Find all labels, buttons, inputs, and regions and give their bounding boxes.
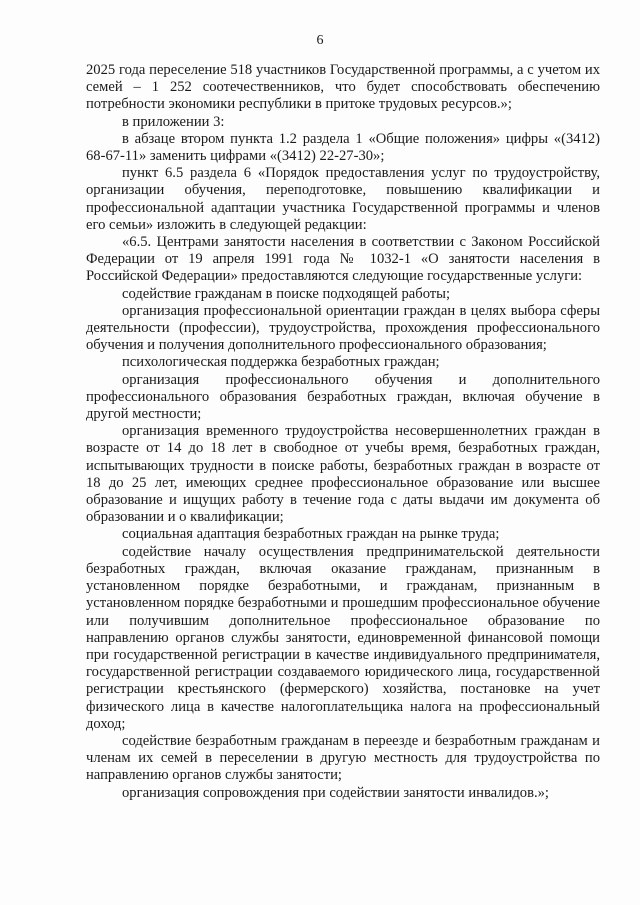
paragraph-7: организация профессиональной ориентации граждан в целях выбора сферы деятельности (профессии), трудоустройства, прохождения профессионального обучения и получения дополнительного профессионального образования; — [86, 302, 600, 354]
paragraph-10: организация временного трудоустройства несовершеннолетних граждан в возрасте от 14 до 18 лет в свободное от учебы время, безработных граждан, испытывающих трудности в поиске работы, безработных граждан в возрасте от 18 до 25 лет, имеющих среднее профессиональное образование или высшее образование и ищущих работу в течение года с даты выдачи им документа об образовании и о квалификации; — [86, 423, 600, 526]
paragraph-5: «6.5. Центрами занятости населения в соответствии с Законом Российской Федерации от 19 апреля 1991 года № 1032-1 «О занятости населения в Российской Федерации» предоставляются следующие государственные услуги: — [86, 234, 600, 285]
paragraph-13: содействие безработным гражданам в переезде и безработным гражданам и членам их семей в переселении в другую местность для трудоустройства по направлению органов службы занятости; — [86, 732, 600, 784]
paragraph-3: в абзаце втором пункта 1.2 раздела 1 «Общие положения» цифры «(3412) 68-67-11» заменить цифрами «(3412) 22-27-30»; — [86, 130, 600, 165]
paragraph-9: организация профессионального обучения и дополнительного профессионального образования безработных граждан, включая обучение в другой местности; — [86, 371, 600, 423]
paragraph-8: психологическая поддержка безработных граждан; — [122, 354, 440, 371]
paragraph-1: 2025 года переселение 518 участников Государственной программы, а с учетом их семей – 1 252 соотечественников, что будет способствовать обеспечению потребности экономики республики в притоке трудовых ресурсов.»; — [86, 62, 600, 113]
paragraph-4: пункт 6.5 раздела 6 «Порядок предоставления услуг по трудоустройству, организации обучения, переподготовке, повышению квалификации и профессиональной адаптации участника Государственной программы и членов его семьи» изложить в следующей редакции: — [86, 165, 600, 233]
paragraph-11: социальная адаптация безработных граждан на рынке труда; — [122, 526, 500, 543]
paragraph-14: организация сопровождения при содействии занятости инвалидов.»; — [122, 784, 549, 801]
paragraph-12: содействие началу осуществления предпринимательской деятельности безработных граждан, включая оказание гражданам, признанным в установленном порядке безработными, и гражданам, признанным в установленном порядке безработными и прошедшим профессиональное обучение или получившим дополнительное профессиональное образование по направлению органов службы занятости, единовременной финансовой помощи при государственной регистрации в качестве индивидуального предпринимателя, государственной регистрации создаваемого юридического лица, государственной регистрации крестьянского (фермерского) хозяйства, постановке на учет физического лица в качестве налогоплательщика налога на профессиональный доход; — [86, 543, 600, 732]
paragraph-6: содействие гражданам в поиске подходящей работы; — [122, 285, 451, 302]
document-body — [86, 62, 600, 802]
paragraph-2: в приложении 3: — [122, 113, 225, 130]
page-number: 6 — [316, 33, 324, 48]
